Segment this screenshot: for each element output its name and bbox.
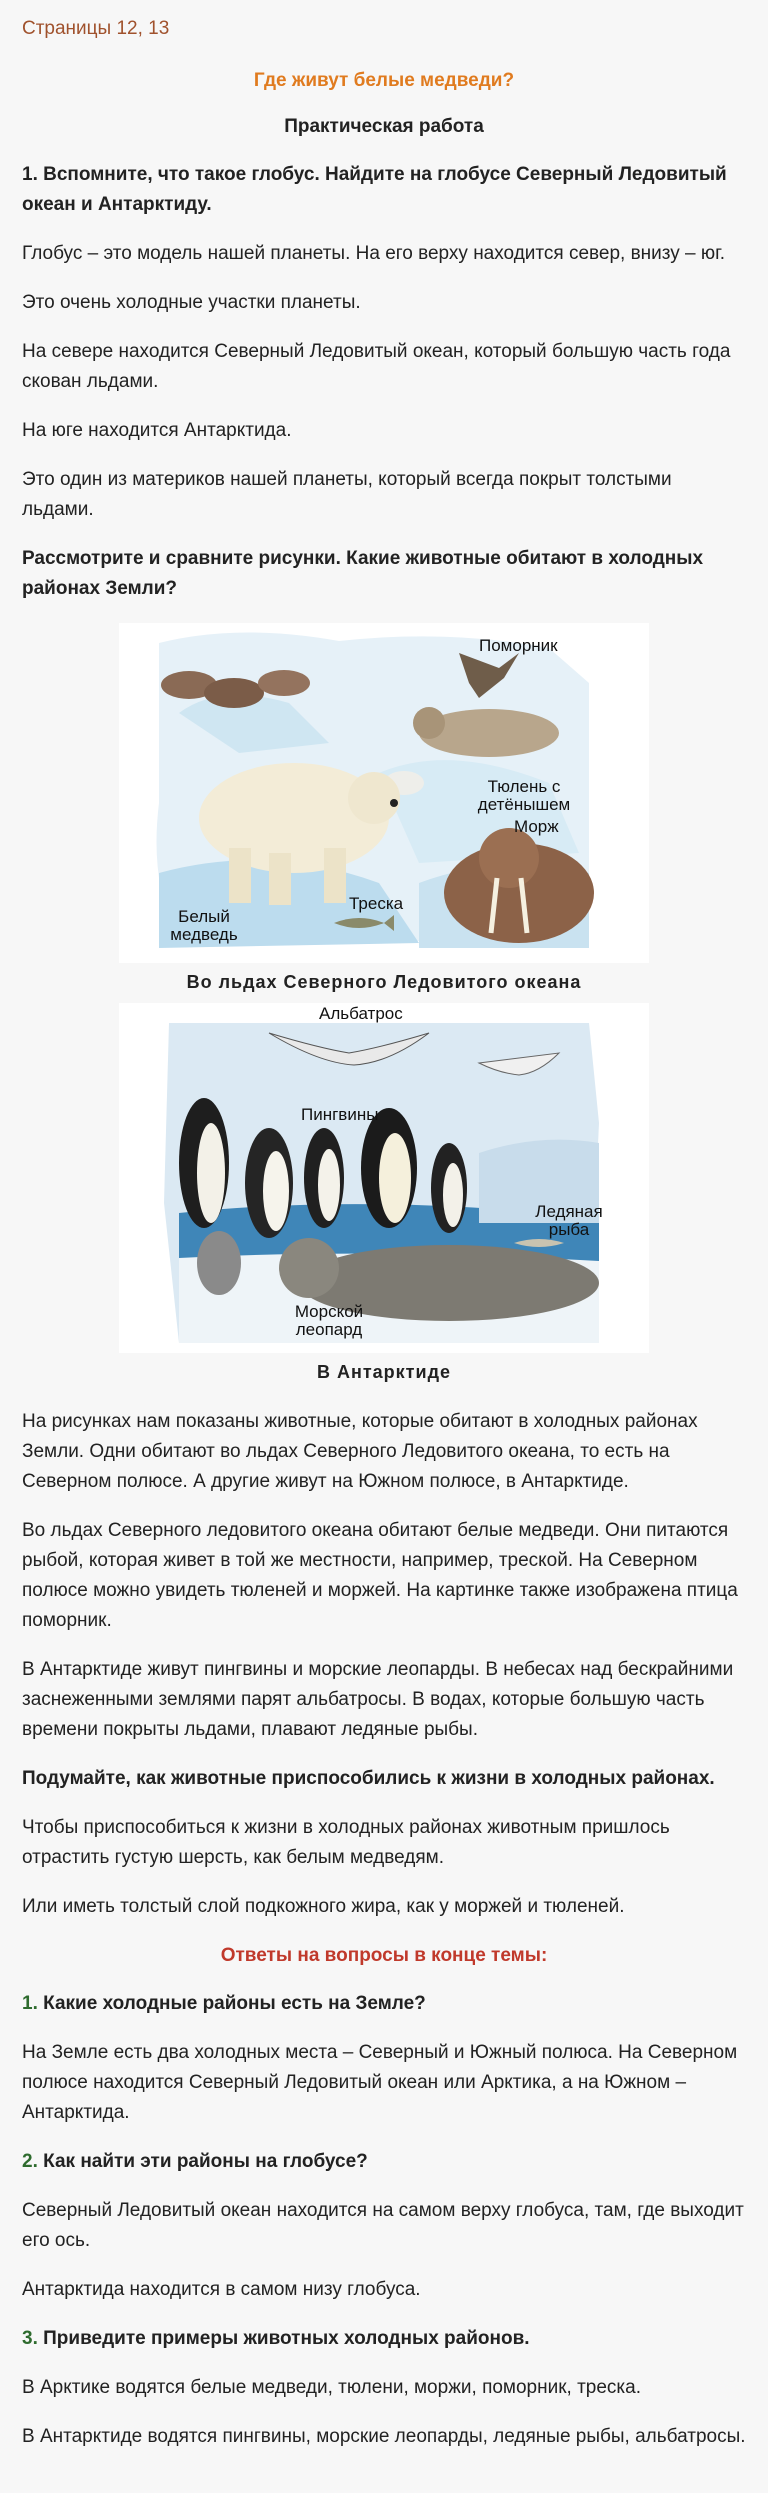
answers-title: Ответы на вопросы в конце темы:	[220, 1945, 548, 1966]
pages-label: Страницы 12, 13	[22, 18, 170, 39]
label-seal: Тюлень с детёнышем	[477, 777, 571, 814]
label-skua: Поморник	[479, 636, 558, 655]
question-1-number: 1.	[22, 1993, 38, 2014]
label-leopard-seal: Морской леопард	[294, 1302, 364, 1339]
paragraph-9: Чтобы приспособиться к жизни в холодных районах животным пришлось отрастить густую шерсть, как белым медведям.	[22, 1817, 670, 1868]
question-2-number: 2.	[22, 2151, 38, 2172]
arctic-caption: Во льдах Северного Ледовитого океана	[186, 972, 582, 992]
paragraph-7: Во льдах Северного ледовитого океана обитают белые медведи. Они питаются рыбой, которая живет в той же местности, например, треской. На Северном полюсе можно увидеть тюленей и моржей. На картинке также изображена птица поморник.	[22, 1520, 738, 1631]
antarctic-caption: В Антарктиде	[316, 1362, 452, 1382]
question-1-text: Какие холодные районы есть на Земле?	[43, 1993, 426, 2014]
antarctic-illustration	[119, 1003, 649, 1353]
paragraph-8: В Антарктиде живут пингвины и морские леопарды. В небесах над бескрайними заснеженными землями парят альбатросы. В водах, которые большую часть времени покрыты льдами, плавают ледяные рыбы.	[22, 1659, 734, 1740]
paragraph-4: На юге находится Антарктида.	[22, 420, 292, 441]
question-2-text: Как найти эти районы на глобусе?	[43, 2151, 368, 2172]
question-2	[22, 2147, 746, 2177]
arctic-illustration	[119, 623, 649, 963]
page-title: Где живут белые медведи?	[253, 70, 515, 91]
question-3-number: 3.	[22, 2328, 38, 2349]
paragraph-10: Или иметь толстый слой подкожного жира, как у моржей и тюленей.	[22, 1896, 625, 1917]
label-polar-bear: Белый медведь	[170, 907, 238, 944]
paragraph-3: На севере находится Северный Ледовитый океан, который большую часть года скован льдами.	[22, 341, 731, 392]
question-3-text: Приведите примеры животных холодных районов.	[43, 2328, 530, 2349]
task-2: Рассмотрите и сравните рисунки. Какие животные обитают в холодных районах Земли?	[22, 548, 704, 599]
task-3: Подумайте, как животные приспособились к жизни в холодных районах.	[22, 1768, 715, 1789]
paragraph-2: Это очень холодные участки планеты.	[22, 292, 361, 313]
label-walrus: Морж	[514, 817, 559, 836]
task-1: 1. Вспомните, что такое глобус. Найдите на глобусе Северный Ледовитый океан и Антарктиду.	[22, 164, 727, 215]
answer-3b: В Антарктиде водятся пингвины, морские леопарды, ледяные рыбы, альбатросы.	[22, 2426, 746, 2447]
paragraph-1: Глобус – это модель нашей планеты. На его верху находится север, внизу – юг.	[22, 243, 726, 264]
subtitle: Практическая работа	[284, 116, 484, 137]
question-3	[22, 2324, 746, 2354]
textbook-figure	[119, 623, 649, 1387]
label-cod: Треска	[349, 894, 404, 913]
label-icefish: Ледяная рыба	[535, 1202, 603, 1239]
answer-1: На Земле есть два холодных места – Северный и Южный полюса. На Северном полюсе находится Северный Ледовитый океан или Арктика, а на Южном – Антарктида.	[22, 2042, 738, 2123]
answer-2a: Северный Ледовитый океан находится на самом верху глобуса, там, где выходит его ось.	[22, 2200, 744, 2251]
question-1	[22, 1989, 746, 2019]
answer-3a: В Арктике водятся белые медведи, тюлени, моржи, поморник, треска.	[22, 2377, 642, 2398]
paragraph-5: Это один из материков нашей планеты, который всегда покрыт толстыми льдами.	[22, 469, 672, 520]
answer-2b: Антарктида находится в самом низу глобуса.	[22, 2279, 421, 2300]
label-penguins: Пингвины	[301, 1105, 379, 1124]
paragraph-6: На рисунках нам показаны животные, которые обитают в холодных районах Земли. Одни обитают во льдах Северного Ледовитого океана, то есть на Северном полюсе. А другие живут на Южном полюсе, в Антарктиде.	[22, 1411, 698, 1492]
label-albatross: Альбатрос	[319, 1004, 403, 1023]
